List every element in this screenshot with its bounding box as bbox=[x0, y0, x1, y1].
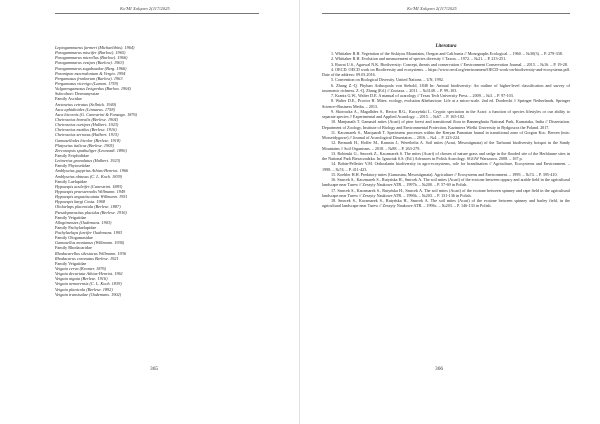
species-entry: Veigaia cerva (Kramer. 1876) bbox=[55, 266, 107, 272]
species-entry: Veigaia nemorensis (C. L. Koch. 1839) bbox=[55, 281, 122, 287]
species-entry: Veigaia nigata (Berlese. 1916) bbox=[55, 276, 108, 282]
species-entry: Rhodacarus coronatus Berlese. 1921 bbox=[55, 255, 119, 261]
species-entry: Amblyseius obtusus (C. L. Koch. 1839) bbox=[55, 173, 123, 179]
species-entry: Hypoaspis angustiscutata Willmann. 1951 bbox=[55, 194, 128, 200]
species-entry: Ololaelaps placentula (Berlese. 1887) bbox=[55, 204, 121, 210]
family-heading: Family Veigaiidae bbox=[55, 260, 87, 266]
reference-entry: 2. Whittaker R.H. Evolution and measurement of species diversity // Taxon. – 1972. – №21. – P. 213-251. bbox=[331, 56, 507, 62]
reference-list bbox=[322, 51, 570, 209]
left-header-rule bbox=[55, 13, 259, 14]
species-entry: Allogitmostes (Oudemans. 1903) bbox=[55, 219, 112, 225]
right-page bbox=[300, 0, 600, 424]
species-entry: Pergamasus fronkorum (Barlow). 1963 bbox=[55, 75, 123, 81]
family-heading: Family Pachylaelapidae bbox=[55, 224, 97, 230]
reference-entry: 18. Smrcek S., Kaczmarek S., Rutyńska H., Smrcek A. The soil mites (Acari) of the ecotone between spinney and barley field, in the agricultural landscape near Turew // Zeszyty Naukowe ATR. – 1996c. – №203. – P. 146-133 in Polish. bbox=[322, 198, 570, 209]
species-entry: Paragammarus micrellus (Barlow). 1966) bbox=[55, 55, 128, 61]
family-heading: Family Veigaiidae bbox=[55, 214, 87, 220]
species-entry: Paragammarus zugaboadae (Berg. 1966) bbox=[55, 65, 127, 71]
species-entry: Pergamasus vicevigo (Laman. 1759) bbox=[55, 80, 119, 86]
species-entry: Platyseius italicus (Berlese. 1905) bbox=[55, 142, 114, 148]
literature-heading: Literatura bbox=[435, 44, 457, 49]
species-entry: Gamasellodes bicolor (Berlese. 1918) bbox=[55, 137, 121, 143]
left-running-head: Ko'MI Xalqaro 2(117/2025 bbox=[120, 6, 170, 11]
family-heading: Family Ascidae bbox=[55, 96, 82, 102]
right-page-number: 366 bbox=[435, 366, 444, 372]
species-entry: Hypoaspis praesternalis Willmann. 1949 bbox=[55, 188, 126, 194]
species-entry: Paranipon macrodontum & Vergio. 1994 bbox=[55, 70, 126, 76]
family-heading: Subcohort: Dermanyssiae bbox=[55, 91, 100, 97]
reference-entry: 4. OECD. OECD work on Biodiversity and ecosystems. – https://www.oecd.org/environment/OECD-work-on-biodiversity-and-ecosystems.pdf. Date of the address: 09.03.2016. bbox=[322, 66, 570, 77]
species-entry: Paragammarus vesipes (Barlow). 1963) bbox=[55, 60, 124, 66]
species-entry: Cheiroseius mutilus (Berlese. 1916) bbox=[55, 127, 117, 133]
reference-entry: 9. Skorracka A., Magalhães S., Rector B.G., Kuczyński L. Cryptic speciation in the Acari: a function of species lifestyles or our ability to separate species // Experimental and Applied Acarology. – 2015. – №67. – P. 165-182. bbox=[322, 108, 570, 119]
species-entry: Gamasellus montanus (Willmann. 1936) bbox=[55, 240, 125, 246]
reference-entry: 15. Koehler H.H. Predatory mites (Gamasina, Mesostigmata). Agriculture // Ecosystems and Environment. – 1999. – №74. – P. 395-410. bbox=[331, 171, 558, 177]
species-entry: Veigaia planicola (Berlese. 1892) bbox=[55, 286, 113, 292]
reference-entry: 17. Smrcek S., Kaczmarek S., Rutyńska H., Smrcek A. The soil mites (Acari) of the ecotone between spinney and rape field in the agricultural landscape near Turew // Zeszyty Naukowe ATR. – 1996b. – №203. – P. 131-136 in Polish. bbox=[322, 187, 570, 198]
species-entry: Leptogammarus farmeri (Michaelibits). 1964) bbox=[55, 45, 135, 50]
species-list bbox=[55, 45, 255, 297]
species-entry: Hypoaspis aculeifer (Canestrini. 1883) bbox=[55, 183, 123, 189]
reference-entry: 7. Krantz G.W., Walter D.E. A manual of acarology // Texas Tech University Press. – 2009. – №3. – P. 97-103. bbox=[331, 93, 514, 98]
family-heading: Family Laelapidae bbox=[55, 178, 88, 184]
species-entry: Leitnerius granulatus (Halbert. 1923) bbox=[55, 158, 121, 164]
species-entry: Asca bicornis (G. Canestrini & Fanzago. 1876) bbox=[55, 111, 138, 117]
species-entry: Amblyseius guyprius Athias-Henriot. 1966 bbox=[55, 168, 129, 174]
reference-entry: 12. Bernardi H., Hoffer M., Kamsin J., Wereibelia A. Soil mites (Acari, Mesostigmata) of the Tarfarani biodiversity hotspot in the Sandy Mountains // Soil Organisms. – 2018. – №88. – P. 263-279. bbox=[322, 140, 570, 151]
reference-entry: 13. Bobinski G., Smrcek Z., Kaczmarek S. The mites (Acari) of chosen of nature grass and sedge in the flooded site of the Herbfaune sites in the National Park Bieszczadzka. In: Ignaciuk S.S. (Ed.) Advances in Polish Acarology. SGGW Warszawa. 2008. – 167 p. bbox=[322, 150, 570, 161]
species-entry: Zerconopsis spathuliger (Leonardi. 1896) bbox=[55, 147, 127, 153]
family-heading: Family Ologamasidae bbox=[55, 235, 93, 241]
species-entry: Pachylaelaps furcifer Oudemans. 1903 bbox=[55, 230, 123, 236]
reference-entry: 10. Manjunath T. Gamasid mites (Acari) of pine forest and transitional flora in Bannerghatta National Park, Karnataka, India // Dissertation. Department of Zoology, Institute of Biology and Environmental Protection, Kazimierz Wielki University in Bydgoszcz the Poland. 2017. bbox=[322, 119, 570, 130]
family-heading: Family Rhodacaridae bbox=[55, 245, 92, 251]
reference-entry: 1. Whittaker R.H. Vegetation of the Siskiyou Mountains, Oregon and California // Monographs Ecological. – 1960. – №30(3). – P. 279-338. bbox=[331, 51, 563, 56]
reference-entry: 11. Kaczmarek S., Marquardt T. Specimens processes within the Kenyan Panonian faunal in transitional zone of Gorgon Koc. Brecen (mix: Mosseidygorse) // Journal of Acarological Dissertaion. – 2016. – №4. – P. 223-224. bbox=[322, 129, 570, 140]
reference-entry: 14. Bobin-Pelletier V.M. Orthoalanin biodiversity in agro-ecosystems, role for brandisation // Agriculture, Ecosystems and Environment. – 1998. – №74. – P. 411-423. bbox=[322, 161, 570, 172]
species-entry: Cheiroseius borealis (Berlese. 1904) bbox=[55, 116, 118, 122]
species-entry: Veigaia transisalae (Oudemans. 1902) bbox=[55, 291, 122, 297]
species-entry: Hypoaspis kargi Costa. 1968 bbox=[55, 199, 105, 205]
right-running-head: Ko'MI Xalqaro 2(117/2025 bbox=[407, 6, 457, 11]
species-entry: Rhodacarellus silesiacus Willmann. 1936 bbox=[55, 250, 126, 256]
species-entry: Arctoseius cetratus (Sellnick. 1940) bbox=[55, 101, 117, 107]
family-heading: Family Phytoseiidae bbox=[55, 163, 91, 169]
left-page-number: 365 bbox=[150, 366, 159, 372]
species-entry: Vulgaresgamasus Isvigerdus (Barlow. 1904) bbox=[55, 86, 131, 92]
family-heading: Family Eviphididae bbox=[55, 152, 90, 158]
right-header-rule bbox=[322, 13, 570, 14]
species-entry: Asca aphidioides (Linnaeus. 1758) bbox=[55, 106, 115, 112]
reference-entry: 6. Zhang Z.-Q. Phylum Arthropoda von Siebold, 1848 In: Animal biodiversity: An outline of higher-level classification and survey of taxonomic richness. Z.-Q. Zhang (Ed.) // Zootaxa. – 2011. – №3148. – P. 99–103. bbox=[322, 82, 570, 93]
species-entry: Cheiroseius serratus (Halbert. 1915) bbox=[55, 132, 119, 138]
reference-entry: 16. Smrcek S., Kaczmarek S., Rutyńska H., Smrcek A. The soil mites (Acari) of the ecotone between oppacy and arable field in the agricultural landscape near Turew // Zeszyty Naukowe ATR. – 1997b. – №200. – P. 57-69 in Polish. bbox=[322, 177, 570, 188]
reference-entry: 3. Rawat U.S., Agarwal N.K. Biodiversity: Concept, threats and conservation // Environment Conservation Journal. – 2015. – №16. – P. 19-28. bbox=[331, 61, 568, 67]
species-entry: Cheiroseius curtipes (Halbert. 1923) bbox=[55, 122, 119, 128]
species-entry: Pseudoparasitus placidus (Berlese. 1916) bbox=[55, 209, 127, 215]
reference-entry: 8. Walter D.E., Proctor H. Mites: ecology, evolution &behaviour: Life at a micro-scale. 2nd ed. Dordrecht // Springer Netherlands, Springer Science+Business Media. – 2013. bbox=[322, 98, 570, 109]
species-entry: Paragammarus miscifer (Barlow). 1965) bbox=[55, 50, 126, 56]
reference-entry: 5. Convention on Biological Diversity. United Nations. – UN, 1992. bbox=[331, 77, 444, 83]
species-entry: Veigaia decurtata Athias-Henriot. 1961 bbox=[55, 271, 123, 277]
